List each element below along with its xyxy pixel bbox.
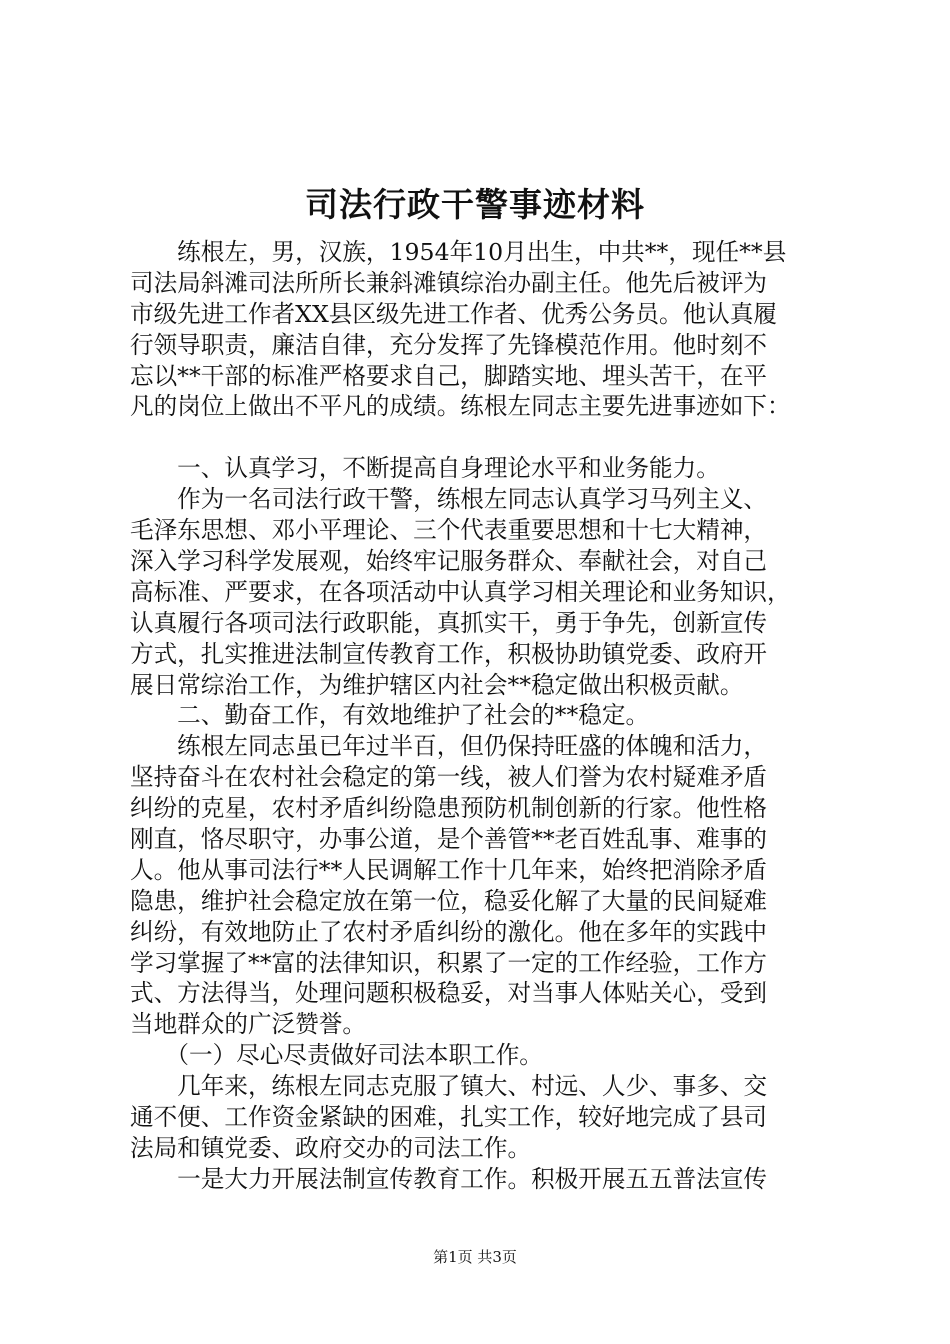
body-line: 展日常综治工作，为维护辖区内社会**稳定做出积极贡献。 — [130, 670, 744, 699]
body-line: 作为一名司法行政干警，练根左同志认真学习马列主义、 — [130, 485, 768, 514]
subsection-heading: （一）尽心尽责做好司法本职工作。 — [130, 1041, 543, 1070]
body-line: 坚持奋斗在农村社会稳定的第一线，被人们誉为农村疑难矛盾 — [130, 763, 768, 792]
body-line: 几年来，练根左同志克服了镇大、村远、人少、事多、交 — [130, 1072, 768, 1101]
body-line: 高标准、严要求，在各项活动中认真学习相关理论和业务知识， — [130, 577, 791, 606]
blank-line — [130, 422, 835, 453]
body-line: 法局和镇党委、政府交办的司法工作。 — [130, 1133, 532, 1162]
body-line: 练根左，男，汉族，1954年10月出生，中共**，现任**县 — [130, 238, 787, 266]
body-line: 市级先进工作者XX县区级先进工作者、优秀公务员。他认真履 — [130, 299, 778, 328]
body-line: 深入学习科学发展观，始终牢记服务群众、奉献社会，对自己 — [130, 547, 768, 576]
section-heading: 二、勤奋工作，有效地维护了社会的**稳定。 — [130, 701, 650, 730]
page-number: 第1页 共3页 — [433, 1248, 517, 1266]
body-line: 隐患，维护社会稳定放在第一位，稳妥化解了大量的民间疑难 — [130, 886, 768, 915]
body-line: 刚直，恪尽职守，办事公道，是个善管**老百姓乱事、难事的 — [130, 825, 768, 854]
document-body — [130, 237, 835, 1195]
body-line: 凡的岗位上做出不平凡的成绩。练根左同志主要先进事迹如下： — [130, 392, 791, 421]
body-line: 毛泽东思想、邓小平理论、三个代表重要思想和十七大精神， — [130, 516, 768, 545]
body-line: 纠纷的克星，农村矛盾纠纷隐患预防机制创新的行家。他性格 — [130, 794, 768, 823]
body-line: 通不便、工作资金紧缺的困难，扎实工作，较好地完成了县司 — [130, 1103, 768, 1132]
body-line: 忘以**干部的标准严格要求自己，脚踏实地、埋头苦干，在平 — [130, 361, 768, 390]
body-line: 认真履行各项司法行政职能，真抓实干，勇于争先，创新宣传 — [130, 608, 768, 637]
body-line: 练根左同志虽已年过半百，但仍保持旺盛的体魄和活力， — [130, 732, 768, 761]
body-line: 方式，扎实推进法制宣传教育工作，积极协助镇党委、政府开 — [130, 639, 768, 668]
body-line: 行领导职责，廉洁自律，充分发挥了先锋模范作用。他时刻不 — [130, 330, 768, 359]
section-heading: 一、认真学习，不断提高自身理论水平和业务能力。 — [130, 454, 720, 483]
body-line: 司法局斜滩司法所所长兼斜滩镇综治办副主任。他先后被评为 — [130, 268, 768, 297]
body-line: 学习掌握了**富的法律知识，积累了一定的工作经验，工作方 — [130, 948, 768, 977]
body-line: 人。他从事司法行**人民调解工作十几年来，始终把消除矛盾 — [130, 855, 768, 884]
document-title: 司法行政干警事迹材料 — [305, 185, 645, 224]
body-line: 一是大力开展法制宣传教育工作。积极开展五五普法宣传 — [130, 1164, 768, 1193]
body-line: 当地群众的广泛赞誉。 — [130, 1010, 366, 1039]
body-line: 式、方法得当，处理问题积极稳妥，对当事人体贴关心，受到 — [130, 979, 768, 1008]
body-line: 纠纷，有效地防止了农村矛盾纠纷的激化。他在多年的实践中 — [130, 917, 768, 946]
